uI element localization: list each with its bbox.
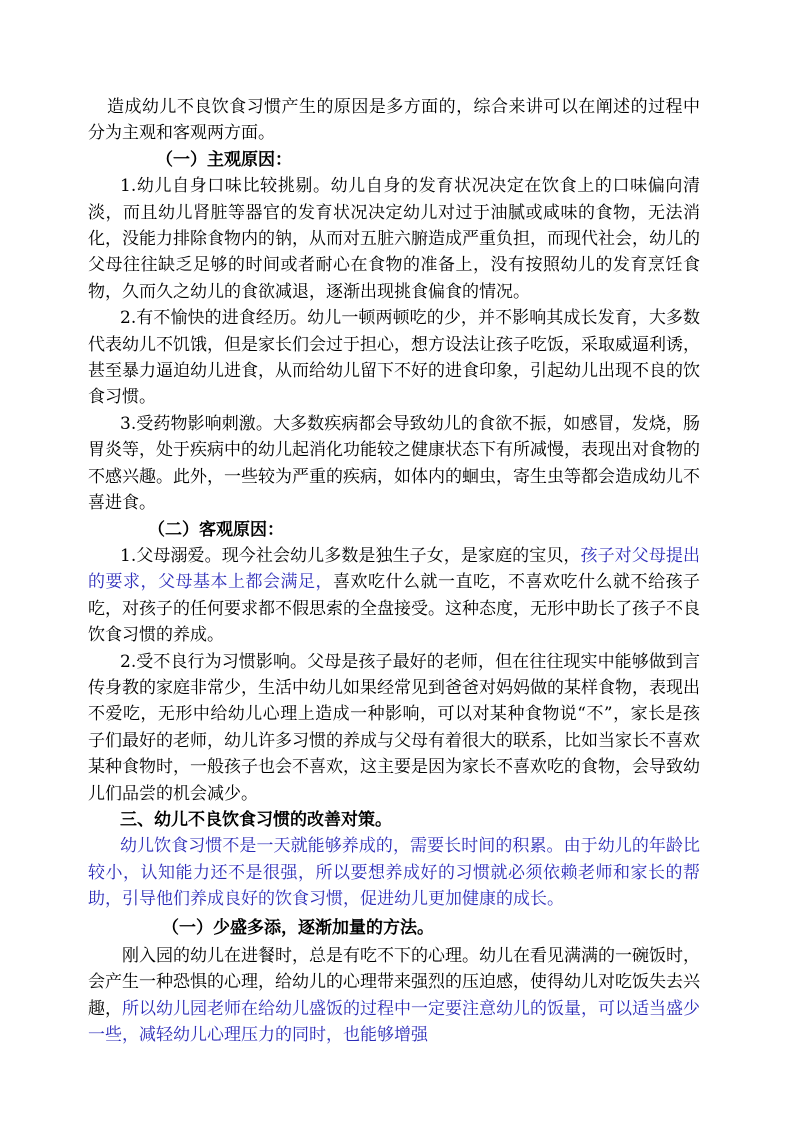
subjective-item-2: 2.有不愉快的进食经历。幼儿一顿两顿吃的少，并不影响其成长发育，大多数代表幼儿不饥饿，但是家长们会过于担心，想方设法让孩子吃饭，采取威逼利诱，甚至暴力逼迫幼儿进食，从而给幼儿留下不好的进食印象，引起幼儿出现不良的饮食习惯。	[88, 308, 700, 408]
subjective-item-3: 3.受药物影响刺激。大多数疾病都会导致幼儿的食欲不振，如感冒，发烧，肠胃炎等，处于疾病中的幼儿起消化功能较之健康状态下有所减慢，表现出对食物的不感兴趣。此外，一些较为严重的疾病，如体内的蛔虫，寄生虫等都会造成幼儿不喜进食。	[88, 413, 700, 514]
objective-item-1-highlight: 孩子对父母提出的要求，父母基本上都会满足，	[88, 545, 701, 593]
objective-item-2: 2.受不良行为习惯影响。父母是孩子最好的老师，但在往往现实中能够做到言传身教的家庭非常少，生活中幼儿如果经常见到爸爸对妈妈做的某样食物，表现出不爱吃，无形中给幼儿心理上造成一种影响，可以对某种食物说“不”，家长是孩子们最好的老师，幼儿许多习惯的养成与父母有着很大的联系，比如当家长不喜欢某种食物时，一般孩子也会不喜欢，这主要是因为家长不喜欢吃的食物，会导致幼儿们品尝的机会减少。	[88, 651, 700, 804]
section-3-heading: 三、幼儿不良饮食习惯的改善对策。	[120, 809, 392, 830]
subjective-item-1: 1.幼儿自身口味比较挑剔。幼儿自身的发育状况决定在饮食上的口味偏向清淡，而且幼儿肾脏等器官的发育状况决定幼儿对过于油腻或咸味的食物，无法消化，没能力排除食物内的钠，从而对五脏六腑造成严重负担，而现代社会，幼儿的父母往往缺乏足够的时间或者耐心在食物的准备上，没有按照幼儿的发育烹饪食物，久而久之幼儿的食欲减退，逐渐出现挑食偏食的情况。	[88, 176, 700, 302]
document-page	[88, 94, 700, 1049]
section-3-sub-1-text: 刚入园的幼儿在进餐时，总是有吃不下的心理。幼儿在看见满满的一碗饭时，会产生一种恐惧的心理，给幼儿的心理带来强烈的压迫感，使得幼儿对吃饭失去兴趣，	[88, 946, 700, 1019]
section-3-sub-1-paragraph	[88, 943, 700, 1049]
objective-item-1	[88, 543, 700, 649]
subjective-heading: （一）主观原因：	[156, 149, 292, 170]
section-3-sub-1-highlight: 所以幼儿园老师在给幼儿盛饭的过程中一定要注意幼儿的饭量，可以适当盛少一些，减轻幼儿心理压力的同时，也能够增强	[88, 998, 700, 1046]
intro-paragraph: 造成幼儿不良饮食习惯产生的原因是多方面的，综合来讲可以在阐述的过程中分为主观和客观两方面。	[88, 97, 700, 144]
objective-item-1-text: 1.父母溺爱。现今社会幼儿多数是独生子女，是家庭的宝贝，	[120, 545, 581, 566]
section-3-intro: 幼儿饮食习惯不是一天就能够养成的，需要长时间的积累。由于幼儿的年龄比较小，认知能力还不是很强，所以要想养成好的习惯就必须依赖老师和家长的帮助，引导他们养成良好的饮食习惯，促进幼儿更加健康的成长。	[88, 836, 700, 910]
objective-heading: （二）客观原因：	[148, 519, 284, 540]
objective-item-1-rest: 喜欢吃什么就一直吃，不喜欢吃什么就不给孩子吃，对孩子的任何要求都不假思索的全盘接受。这种态度，无形中助长了孩子不良饮食习惯的养成。	[88, 572, 700, 646]
section-3-sub-1-heading: （一）少盛多添，逐渐加量的方法。	[162, 917, 434, 938]
